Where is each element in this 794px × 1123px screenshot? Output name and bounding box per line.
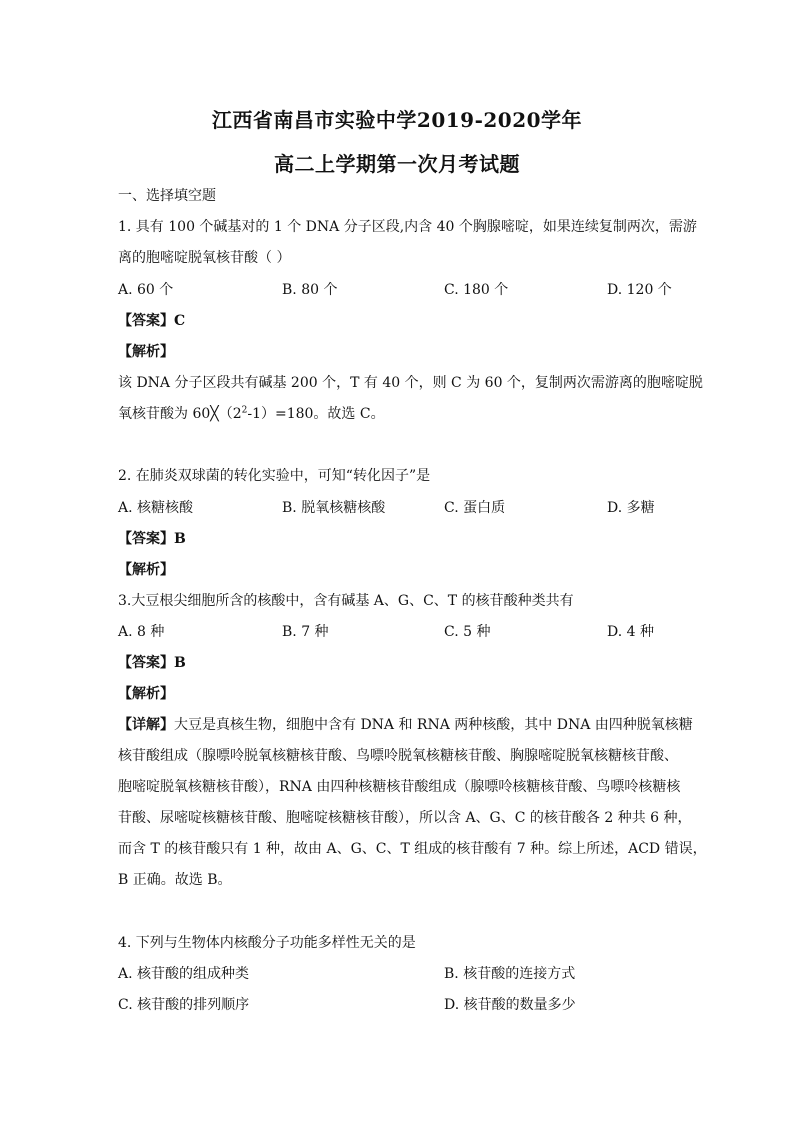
question-3-answer: 【答案】B xyxy=(118,655,186,671)
question-4-option-d: D. 核苷酸的数量多少 xyxy=(444,997,576,1013)
question-4-stem: 4. 下列与生物体内核酸分子功能多样性无关的是 xyxy=(118,935,416,951)
question-3-detail-label: 【详解】 xyxy=(118,717,174,733)
question-4-option-b: B. 核苷酸的连接方式 xyxy=(444,966,576,982)
question-2-option-d: D. 多糖 xyxy=(607,500,655,516)
section-heading: 一、选择填空题 xyxy=(118,188,216,204)
question-3-detail-line-2: 核苷酸组成（腺嘌呤脱氧核糖核苷酸、鸟嘌呤脱氧核糖核苷酸、胸腺嘧啶脱氧核糖核苷酸、 xyxy=(118,748,678,764)
analysis-formula-post: -1）=180。故选 C。 xyxy=(247,406,385,422)
question-3-option-b: B. 7 种 xyxy=(282,624,329,640)
question-2-stem: 2. 在肺炎双球菌的转化实验中，可知“转化因子”是 xyxy=(118,468,431,484)
question-3-stem: 3.大豆根尖细胞所含的核酸中，含有碱基 A、G、C、T 的核苷酸种类共有 xyxy=(118,593,574,609)
question-1-answer: 【答案】C xyxy=(118,313,186,329)
question-2-analysis-label: 【解析】 xyxy=(118,562,174,578)
question-3-option-a: A. 8 种 xyxy=(118,624,165,640)
question-4-option-c: C. 核苷酸的排列顺序 xyxy=(118,997,250,1013)
question-3-detail-line-5: 而含 T 的核苷酸只有 1 种，故由 A、G、C、T 组成的核苷酸有 7 种。综上所述，ACD 错误， xyxy=(118,841,707,857)
question-3-detail-line-3: 胞嘧啶脱氧核糖核苷酸），RNA 由四种核糖核苷酸组成（腺嘌呤核糖核苷酸、鸟嘌呤核糖核 xyxy=(118,779,681,795)
question-3-detail-line-4: 苷酸、尿嘧啶核糖核苷酸、胞嘧啶核糖核苷酸），所以含 A、G、C 的核苷酸各 2 种共 6 种， xyxy=(118,810,692,826)
exam-subtitle: 高二上学期第一次月考试题 xyxy=(274,152,520,176)
question-3-detail-line-6: B 正确。故选 B。 xyxy=(118,872,232,888)
question-4-option-a: A. 核苷酸的组成种类 xyxy=(118,966,250,982)
question-1-option-d: D. 120 个 xyxy=(607,282,672,298)
question-1-option-b: B. 80 个 xyxy=(282,282,338,298)
question-2-option-a: A. 核糖核酸 xyxy=(118,500,194,516)
question-2-option-c: C. 蛋白质 xyxy=(444,500,506,516)
question-1-analysis-label: 【解析】 xyxy=(118,344,174,360)
question-1-stem-line-1: 1. 具有 100 个碱基对的 1 个 DNA 分子区段,内含 40 个胸腺嘧啶，如果连续复制两次，需游 xyxy=(118,219,697,235)
detail-text: 大豆是真核生物，细胞中含有 DNA 和 RNA 两种核酸，其中 DNA 由四种脱氧核糖 xyxy=(174,717,693,733)
question-1-analysis-line-2 xyxy=(118,404,678,424)
analysis-formula-pre: 氧核苷酸为 60╳（2 xyxy=(118,406,242,422)
question-1-option-c: C. 180 个 xyxy=(444,282,509,298)
question-2-answer: 【答案】B xyxy=(118,531,186,547)
question-3-detail-line-1 xyxy=(118,715,693,735)
question-3-option-c: C. 5 种 xyxy=(444,624,491,640)
question-2-option-b: B. 脱氧核糖核酸 xyxy=(282,500,386,516)
analysis-formula-exponent: 2 xyxy=(241,405,248,416)
question-3-option-d: D. 4 种 xyxy=(607,624,654,640)
question-1-stem-line-2: 离的胞嘧啶脱氧核苷酸（ ） xyxy=(118,250,291,266)
question-1-option-a: A. 60 个 xyxy=(118,282,174,298)
exam-title: 江西省南昌市实验中学2019-2020学年 xyxy=(211,108,583,132)
question-3-analysis-label: 【解析】 xyxy=(118,686,174,702)
question-1-analysis-line-1: 该 DNA 分子区段共有碱基 200 个，T 有 40 个，则 C 为 60 个，复制两次需游离的胞嘧啶脱 xyxy=(118,375,703,391)
